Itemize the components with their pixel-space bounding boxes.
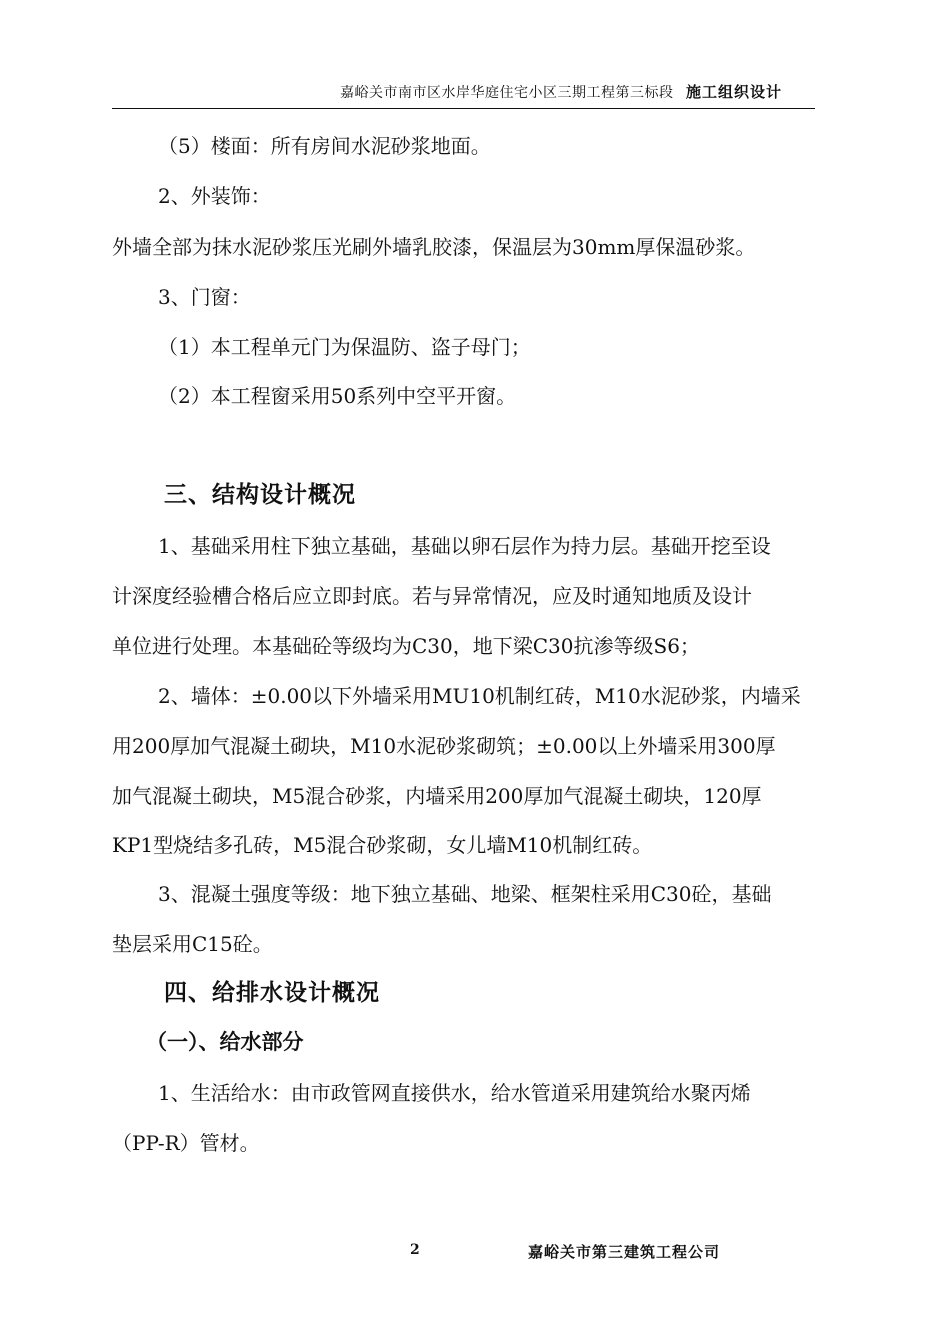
paragraph-foundation-line: 1、基础采用柱下独立基础，基础以卵石层作为持力层。基础开挖至设 — [158, 534, 771, 558]
paragraph-door: （1）本工程单元门为保温防、盗子母门； — [158, 335, 531, 359]
paragraph-exterior: 外墙全部为抹水泥砂浆压光刷外墙乳胶漆，保温层为30mm厚保温砂浆。 — [112, 235, 756, 259]
paragraph-water-supply-line: 1、生活给水：由市政管网直接供水，给水管道采用建筑给水聚丙烯 — [158, 1081, 751, 1105]
heading-doors-windows: 3、门窗： — [158, 285, 251, 309]
subsection-title-water-supply: （一）、给水部分 — [146, 1029, 304, 1054]
paragraph-concrete-line: 3、混凝土强度等级：地下独立基础、地梁、框架柱采用C30砼，基础 — [158, 882, 772, 906]
paragraph-wall-line: 2、墙体：±0.00以下外墙采用MU10机制红砖，M10水泥砂浆，内墙采 — [158, 684, 801, 708]
paragraph-foundation-line: 单位进行处理。本基础砼等级均为C30，地下梁C30抗渗等级S6； — [112, 634, 700, 658]
heading-exterior: 2、外装饰： — [158, 184, 271, 208]
page-number: 2 — [410, 1242, 420, 1258]
header-project-title: 嘉峪关市南市区水岸华庭住宅小区三期工程第三标段 — [340, 85, 674, 101]
paragraph-foundation-line: 计深度经验槽合格后应立即封底。若与异常情况，应及时通知地质及设计 — [112, 584, 752, 608]
footer-company-name: 嘉峪关市第三建筑工程公司 — [528, 1243, 721, 1261]
paragraph-wall-line: 用200厚加气混凝土砌块，M10水泥砂浆砌筑；±0.00以上外墙采用300厚 — [112, 734, 776, 758]
paragraph-concrete-line: 垫层采用C15砼。 — [112, 932, 273, 956]
paragraph-wall-line: KP1型烧结多孔砖，M5混合砂浆砌，女儿墙M10机制红砖。 — [112, 833, 653, 857]
paragraph-window: （2）本工程窗采用50系列中空平开窗。 — [158, 384, 517, 408]
paragraph-water-supply-line: （PP-R）管材。 — [112, 1131, 260, 1155]
section-title-plumbing: 四、给排水设计概况 — [164, 979, 380, 1006]
paragraph-floor: （5）楼面：所有房间水泥砂浆地面。 — [158, 134, 491, 158]
paragraph-wall-line: 加气混凝土砌块，M5混合砂浆，内墙采用200厚加气混凝土砌块，120厚 — [112, 784, 762, 808]
section-title-structure: 三、结构设计概况 — [164, 481, 356, 508]
header-document-title: 施工组织设计 — [686, 83, 783, 101]
header-divider — [112, 108, 815, 109]
